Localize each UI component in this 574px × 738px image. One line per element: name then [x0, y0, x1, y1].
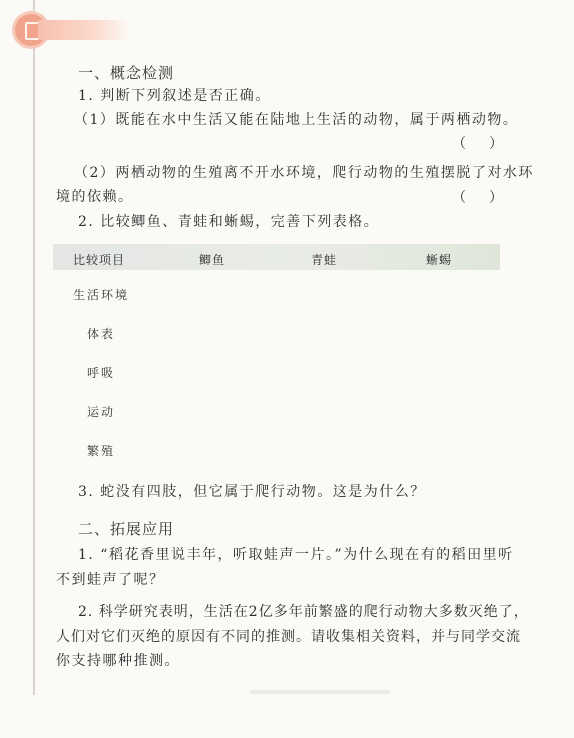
extended-question-2-line-2: 人们对它们灭绝的原因有不同的推测。请收集相关资料，并与同学交流 — [56, 629, 521, 645]
answer-bracket-open-1: （ — [452, 136, 466, 152]
extended-question-1-line-1: 1. “稻花香里说丰年，听取蛙声一片。”为什么现在有的稻田里听 — [78, 547, 514, 563]
question-1-stem: 1. 判断下列叙述是否正确。 — [78, 88, 271, 104]
extended-question-2-line-3: 你支持哪种推测。 — [56, 653, 180, 669]
table-header-lizard: 蜥蜴 — [426, 253, 453, 267]
extended-question-1-line-2: 不到蛙声了呢？ — [56, 572, 165, 588]
answer-bracket-open-2: （ — [452, 190, 466, 206]
table-header-frog: 青蛙 — [311, 253, 338, 267]
page-binding-edge — [33, 0, 35, 695]
question-1-item-1: （1）既能在水中生活又能在陆地上生活的动物，属于两栖动物。 — [74, 112, 519, 128]
table-header-compare-item: 比较项目 — [73, 253, 126, 267]
answer-bracket-close-2: ） — [489, 190, 503, 206]
answer-bracket-close-1: ） — [489, 136, 503, 152]
question-1-item-2-line-1: （2）两栖动物的生殖离不开水环境，爬行动物的生殖摆脱了对水环 — [74, 165, 534, 181]
table-row-label: 运动 — [87, 405, 116, 419]
table-row-label: 体表 — [87, 327, 116, 341]
table-row-label: 呼吸 — [87, 366, 116, 380]
section-title-concept-check: 一、概念检测 — [78, 64, 175, 82]
question-2-stem: 2. 比较鲫鱼、青蛙和蜥蜴，完善下列表格。 — [78, 214, 380, 230]
table-row-label: 繁殖 — [87, 444, 116, 458]
header-decoration — [38, 20, 130, 40]
table-header-crucian-carp: 鲫鱼 — [199, 253, 226, 267]
page-shadow — [250, 690, 390, 694]
question-3: 3. 蛇没有四肢，但它属于爬行动物。这是为什么？ — [78, 484, 426, 500]
extended-question-2-line-1: 2. 科学研究表明，生活在2亿多年前繁盛的爬行动物大多数灭绝了， — [78, 604, 529, 620]
table-row-label: 生活环境 — [73, 288, 130, 302]
section-title-extended-application: 二、拓展应用 — [78, 520, 175, 538]
question-1-item-2-line-2: 境的依赖。 — [56, 189, 134, 205]
